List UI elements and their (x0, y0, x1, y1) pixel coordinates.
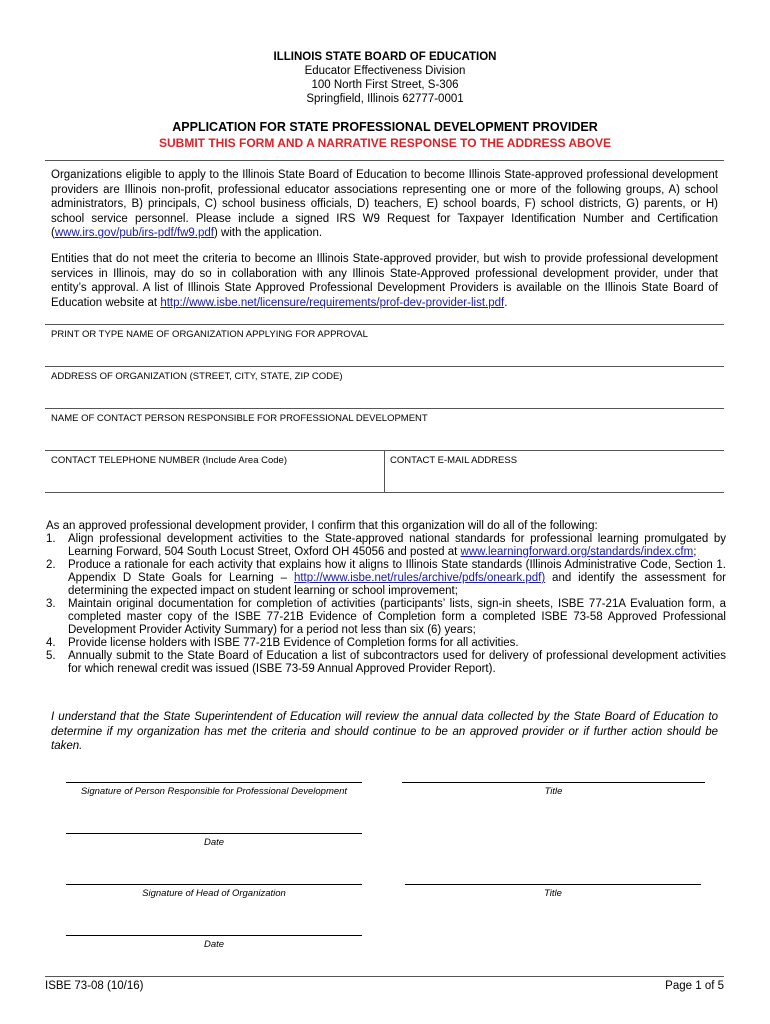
irs-w9-link[interactable]: www.irs.gov/pub/irs-pdf/fw9.pdf (54, 227, 214, 240)
signature-head-label: Signature of Head of Organization (142, 888, 286, 899)
form-subtitle: SUBMIT THIS FORM AND A NARRATIVE RESPONSE TO THE ADDRESS ABOVE (158, 136, 612, 150)
field-divider (45, 492, 724, 493)
provider-list-link[interactable]: http://www.isbe.net/licensure/requirements/prof-dev-provider-list.pdf (160, 296, 505, 309)
form-id: ISBE 73-08 (10/16) (45, 980, 144, 992)
divider (45, 160, 724, 161)
signature-head-line[interactable] (66, 884, 362, 885)
field-divider (45, 408, 724, 409)
email-field[interactable] (385, 468, 724, 492)
item-number: 3. (46, 598, 56, 610)
item-text: Provide license holders with ISBE 77-21B Evidence of Completion forms for all activities. (68, 637, 519, 649)
eligibility-paragraph (51, 168, 718, 241)
signature-pd-line[interactable] (66, 782, 362, 783)
item-number: 1. (46, 533, 56, 545)
item-number: 2. (46, 559, 56, 571)
collaboration-text-end: . (504, 296, 508, 309)
org-name-label: PRINT OR TYPE NAME OF ORGANIZATION APPLYING FOR APPROVAL (51, 329, 368, 340)
list-item (46, 598, 726, 637)
telephone-label: CONTACT TELEPHONE NUMBER (Include Area Code) (51, 455, 287, 466)
learning-forward-link[interactable]: www.learningforward.org/standards/index.cfm (460, 546, 694, 558)
address-field[interactable] (45, 384, 724, 408)
page-number: Page 1 of 5 (665, 980, 724, 992)
form-title: APPLICATION FOR STATE PROFESSIONAL DEVELOPMENT PROVIDER (172, 120, 598, 134)
field-divider (45, 366, 724, 367)
org-name-field[interactable] (45, 342, 724, 366)
item-number: 5. (46, 650, 56, 662)
email-label: CONTACT E-MAIL ADDRESS (390, 455, 518, 466)
list-item (46, 533, 726, 559)
address-label: ADDRESS OF ORGANIZATION (STREET, CITY, STATE, ZIP CODE) (51, 371, 343, 382)
telephone-field[interactable] (45, 468, 384, 492)
collaboration-paragraph (51, 252, 718, 310)
item-text-end: and identify the assessment for determining the expected impact on student learning or school improvement; (68, 572, 726, 597)
field-divider (45, 324, 724, 325)
list-item (46, 637, 726, 650)
eligibility-text: Organizations eligible to apply to the Illinois State Board of Education to become Illinois State-approved professional development providers are Illinois non-profit, professional educator associations representing one or more of the following groups, A) school administrators, B) principals, C) school business officials, D) teachers, E) school boards, F) school districts, G) parents, or H) school service personnel. Please include a signed IRS W9 Request for Taxpayer Identification Number and Certification ( (51, 169, 718, 240)
city-address: Springfield, Illinois 62777-0001 (306, 93, 464, 105)
state-goals-link[interactable]: http://www.isbe.net/rules/archive/pdfs/oneark.pdf) (293, 572, 546, 584)
title-line[interactable] (405, 884, 701, 885)
title-label: Title (544, 786, 563, 797)
date-label: Date (203, 939, 225, 950)
contact-person-field[interactable] (45, 426, 724, 450)
agency-name: ILLINOIS STATE BOARD OF EDUCATION (273, 51, 497, 63)
item-text: Maintain original documentation for completion of activities (participants’ lists, sign-in sheets, ISBE 77-21A Evaluation form, a completed master copy of the ISBE 77-21B Evidence of Completion form a completed ISBE 73-58 Approved Professional Development Provider Activity Summary) for a period not less than six (6) years; (68, 598, 726, 636)
item-number: 4. (46, 637, 56, 649)
division-name: Educator Effectiveness Division (304, 65, 466, 77)
street-address: 100 North First Street, S-306 (311, 79, 459, 91)
superintendent-statement: I understand that the State Superintendent of Education will review the annual data collected by the State Board of Education to determine if my organization has met the criteria and should continue to be an approved provider or if further action should be taken. (51, 711, 718, 753)
title-line[interactable] (402, 782, 705, 783)
list-item (46, 650, 726, 676)
date-label: Date (203, 837, 225, 848)
eligibility-text-end: ) with the application. (214, 227, 323, 240)
date-line[interactable] (66, 833, 362, 834)
item-text: Align professional development activities to the State-approved national standards for professional learning promulgated by Learning Forward, 504 South Locust Street, Oxford OH 45056 and posted at (68, 533, 726, 558)
item-text-end: ; (693, 546, 697, 558)
item-text: Produce a rationale for each activity that explains how it aligns to Illinois State standards (Illinois Administrative Code, Section 1. Appendix D State Goals for Learning – (68, 559, 726, 584)
contact-person-label: NAME OF CONTACT PERSON RESPONSIBLE FOR PROFESSIONAL DEVELOPMENT (51, 413, 428, 424)
collaboration-text: Entities that do not meet the criteria to become an Illinois State-approved provider, but wish to provide professional development services in Illinois, may do so in collaboration with any Illinois State-Approved professional development provider, under that entity’s approval. A list of Illinois State Approved Professional Development Providers is available on the Illinois State Board of Education website at (51, 253, 718, 309)
list-item (46, 559, 726, 598)
item-text: Annually submit to the State Board of Education a list of subcontractors used for delivery of professional development activities for which renewal credit was issued (ISBE 73-59 Annual Approved Provider Report). (68, 650, 726, 675)
commitments-list (46, 533, 726, 676)
commitments-intro: As an approved professional development provider, I confirm that this organization will do all of the following: (46, 520, 598, 532)
title-label: Title (544, 888, 562, 899)
footer-divider (45, 976, 724, 977)
signature-pd-label: Signature of Person Responsible for Professional Development (80, 786, 348, 797)
date-line[interactable] (66, 935, 362, 936)
